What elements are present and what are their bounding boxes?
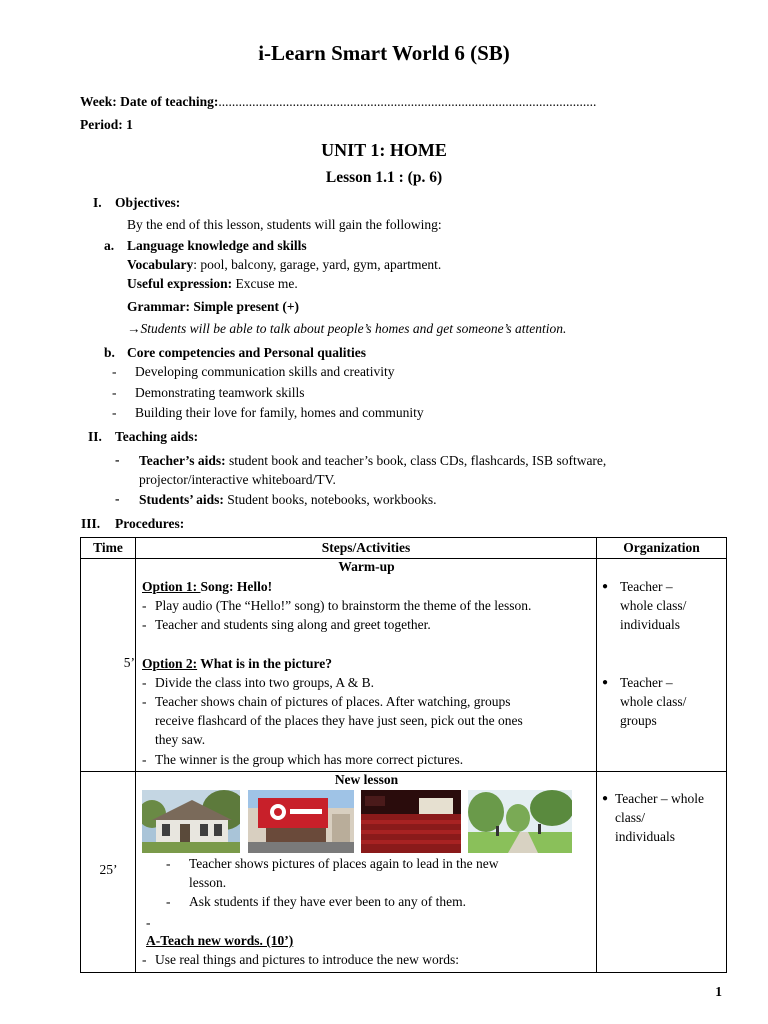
organization-cell bbox=[597, 772, 727, 973]
org-line: individuals bbox=[615, 829, 675, 844]
useful-expression-label: Useful expression: bbox=[127, 276, 233, 291]
section-b-title: Core competencies and Personal qualities bbox=[127, 345, 366, 360]
section-a-number: a. bbox=[104, 238, 115, 253]
option2-step-cont: they saw. bbox=[155, 732, 206, 747]
dash-bullet: - bbox=[166, 856, 171, 871]
option2-step: Divide the class into two groups, A & B. bbox=[155, 675, 374, 690]
dash-bullet: - bbox=[112, 385, 117, 400]
useful-expression-line bbox=[127, 276, 298, 292]
house-photo bbox=[142, 790, 240, 853]
table-header-row bbox=[81, 538, 727, 559]
aids-number: II. bbox=[88, 429, 102, 444]
option1-label: Option 1: bbox=[142, 579, 201, 594]
procedures-number: III. bbox=[81, 516, 101, 531]
steps-cell bbox=[136, 559, 597, 772]
warmup-title: Warm-up bbox=[338, 559, 395, 574]
org-line: Teacher – bbox=[620, 579, 673, 594]
vocabulary-label: Vocabulary bbox=[127, 257, 194, 272]
option1-title: Song: Hello! bbox=[200, 579, 273, 594]
park-photo bbox=[468, 790, 572, 853]
option1-step: Teacher and students sing along and greet together. bbox=[155, 617, 431, 632]
column-header-time: Time bbox=[81, 538, 136, 559]
page-number: 1 bbox=[715, 984, 722, 999]
period-label: Period: 1 bbox=[80, 117, 133, 132]
objectives-heading: Objectives: bbox=[115, 195, 181, 210]
objectives-number: I. bbox=[93, 195, 102, 210]
useful-expression-text: Excuse me. bbox=[232, 276, 298, 291]
aids-heading: Teaching aids: bbox=[115, 429, 199, 444]
dash-bullet: - bbox=[112, 405, 117, 420]
column-header-organization: Organization bbox=[597, 538, 727, 559]
section-b-number: b. bbox=[104, 345, 115, 360]
dash-bullet: - bbox=[142, 617, 147, 632]
week-dots: ................................................................................................................ bbox=[218, 94, 597, 109]
option2-step: Teacher shows chain of pictures of places. After watching, groups bbox=[155, 694, 511, 709]
option1-step: Play audio (The “Hello!” song) to brainstorm the theme of the lesson. bbox=[155, 598, 532, 613]
organization-cell bbox=[597, 559, 727, 772]
dash-bullet: - bbox=[146, 915, 151, 930]
column-header-steps: Steps/Activities bbox=[136, 538, 597, 559]
grammar-line: Grammar: Simple present (+) bbox=[127, 299, 300, 314]
dash-bullet: - bbox=[142, 675, 147, 690]
arrow-icon: → bbox=[127, 321, 141, 336]
steps-cell bbox=[136, 772, 597, 973]
students-aids-line bbox=[139, 492, 437, 508]
dash-bullet: - bbox=[115, 452, 120, 467]
bullet-icon: ● bbox=[602, 677, 609, 688]
dash-bullet: - bbox=[142, 952, 147, 967]
objectives-intro: By the end of this lesson, students will gain the following: bbox=[127, 217, 442, 232]
dash-bullet: - bbox=[142, 694, 147, 709]
week-line bbox=[80, 94, 596, 110]
table-row-new-lesson bbox=[81, 772, 727, 973]
procedures-table bbox=[80, 537, 727, 973]
competency-item: Developing communication skills and creativity bbox=[135, 364, 395, 379]
org-line: groups bbox=[620, 713, 657, 728]
vocabulary-text: : pool, balcony, garage, yard, gym, apartment. bbox=[193, 257, 442, 272]
dash-bullet: - bbox=[142, 752, 147, 767]
teacher-aids-label: Teacher’s aids: bbox=[139, 453, 226, 468]
option2-title: What is in the picture? bbox=[197, 656, 333, 671]
org-line: Teacher – bbox=[620, 675, 673, 690]
new-lesson-step: Use real things and pictures to introduce the new words: bbox=[155, 952, 460, 967]
org-line: whole class/ bbox=[620, 598, 687, 613]
table-row-warmup bbox=[81, 559, 727, 772]
new-lesson-step-cont: lesson. bbox=[189, 875, 227, 890]
document-title: i-Learn Smart World 6 (SB) bbox=[258, 41, 510, 65]
dash-bullet: - bbox=[142, 598, 147, 613]
lesson-title: Lesson 1.1 : (p. 6) bbox=[325, 169, 443, 186]
dash-bullet: - bbox=[115, 491, 120, 506]
competency-item: Demonstrating teamwork skills bbox=[135, 385, 305, 400]
dash-bullet: - bbox=[166, 894, 171, 909]
teach-new-words-heading: A-Teach new words. (10’) bbox=[146, 933, 294, 948]
option2-line bbox=[142, 656, 332, 672]
procedures-heading: Procedures: bbox=[115, 516, 185, 531]
time-cell bbox=[81, 559, 136, 772]
new-lesson-time: 25’ bbox=[99, 862, 118, 877]
time-cell bbox=[81, 772, 136, 973]
org-line: individuals bbox=[620, 617, 680, 632]
outcome-line bbox=[127, 321, 566, 337]
teacher-aids-line bbox=[139, 453, 606, 469]
vocabulary-line bbox=[127, 257, 441, 273]
outcome-text: Students will be able to talk about people’s homes and get someone’s attention. bbox=[140, 321, 567, 336]
bullet-icon: ● bbox=[602, 581, 609, 592]
teacher-aids-text-cont: projector/interactive whiteboard/TV. bbox=[139, 472, 336, 487]
competency-item: Building their love for family, homes and community bbox=[135, 405, 424, 420]
week-label: Week: Date of teaching: bbox=[80, 94, 219, 109]
students-aids-text: Student books, notebooks, workbooks. bbox=[223, 492, 437, 507]
dash-bullet: - bbox=[112, 364, 117, 379]
section-a-title: Language knowledge and skills bbox=[127, 238, 307, 253]
new-lesson-title: New lesson bbox=[334, 772, 399, 787]
option2-step: The winner is the group which has more correct pictures. bbox=[155, 752, 464, 767]
org-line: class/ bbox=[615, 810, 645, 825]
store-photo bbox=[248, 790, 354, 853]
students-aids-label: Students’ aids: bbox=[139, 492, 224, 507]
option1-line bbox=[142, 579, 272, 595]
new-lesson-step: Teacher shows pictures of places again to lead in the new bbox=[189, 856, 499, 871]
new-lesson-step: Ask students if they have ever been to any of them. bbox=[189, 894, 467, 909]
teacher-aids-text: student book and teacher’s book, class CDs, flashcards, ISB software, bbox=[225, 453, 607, 468]
warmup-time: 5’ bbox=[123, 655, 135, 670]
cinema-photo bbox=[361, 790, 461, 853]
org-line: whole class/ bbox=[620, 694, 687, 709]
bullet-icon: ● bbox=[602, 793, 609, 804]
option2-label: Option 2: bbox=[142, 656, 198, 671]
org-line: Teacher – whole bbox=[615, 791, 705, 806]
unit-title: UNIT 1: HOME bbox=[321, 140, 447, 160]
option2-step-cont: receive flashcard of the places they have just seen, pick out the ones bbox=[155, 713, 523, 728]
